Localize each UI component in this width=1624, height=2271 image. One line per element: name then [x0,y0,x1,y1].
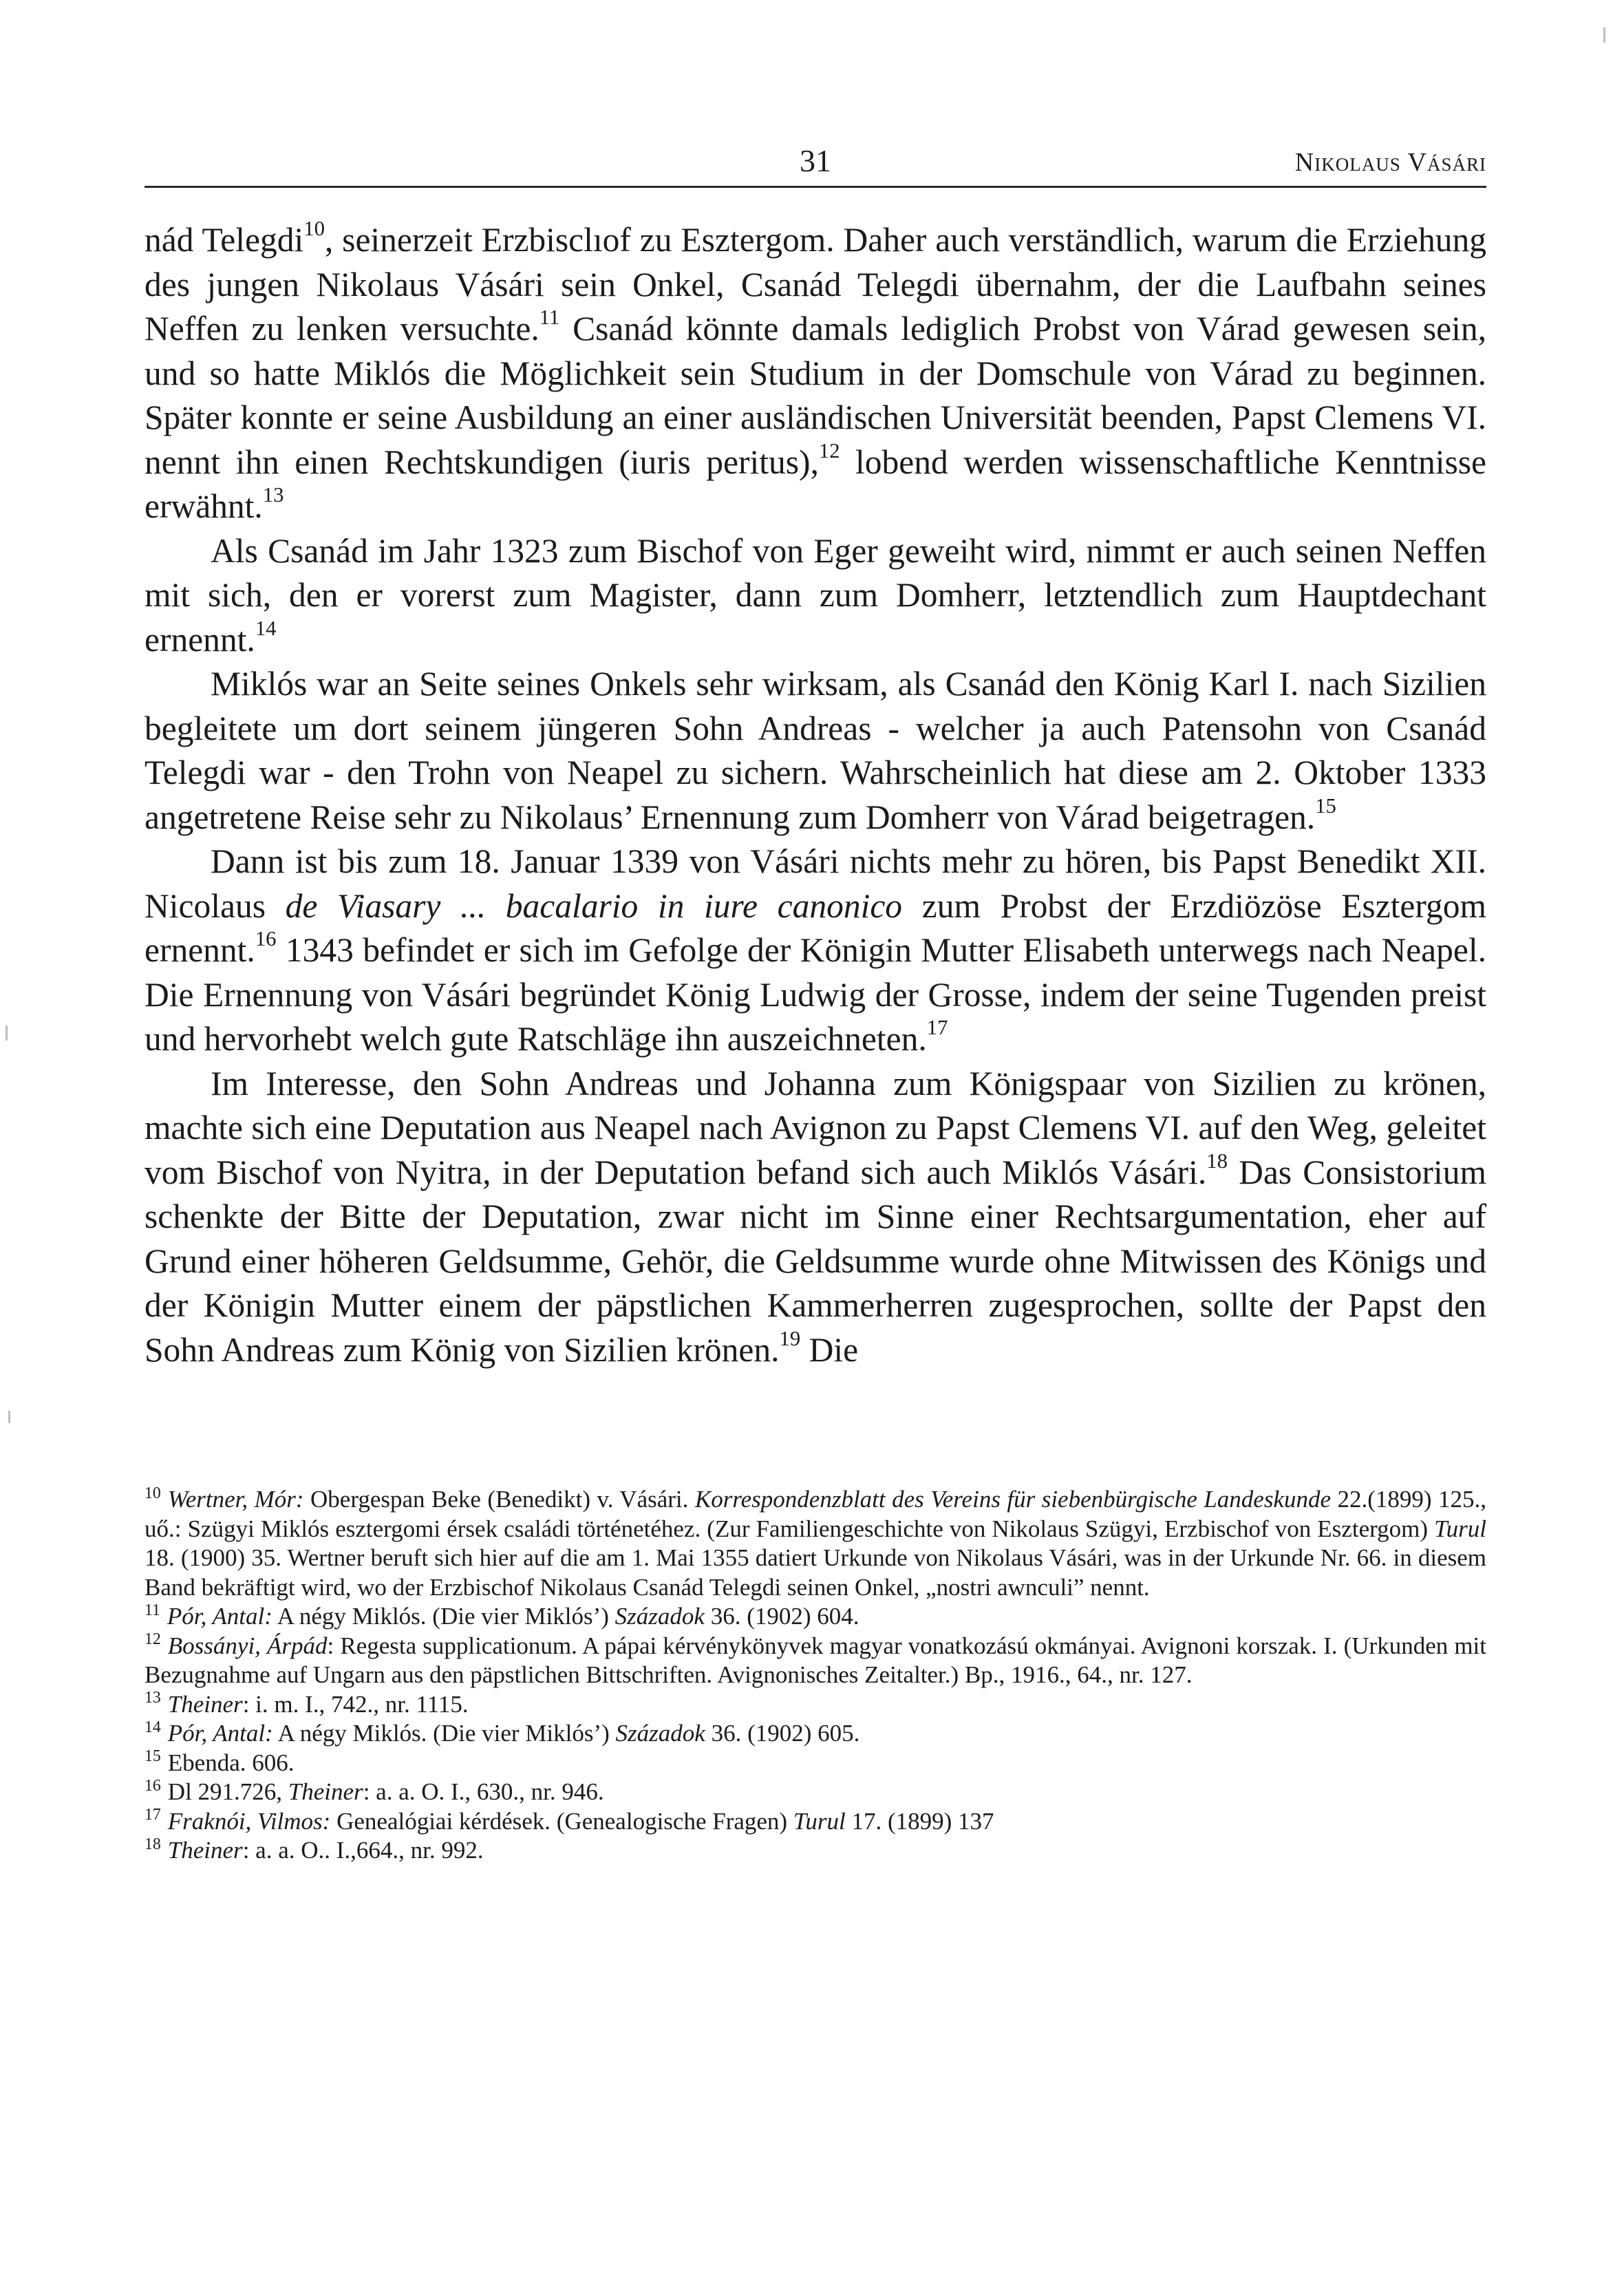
footnote-number: 18 [145,1835,161,1853]
paragraph [145,840,1486,1062]
footnote-number: 14 [145,1718,161,1736]
page-header [145,138,1486,188]
text-run: A négy Miklós. (Die vier Miklós’) [272,1603,615,1630]
paragraph [145,662,1486,840]
footnote-ref: 15 [1315,793,1336,818]
footnote-ref: 13 [262,482,284,507]
footnote-ref: 11 [539,305,560,329]
margin-mark [8,1411,10,1423]
footnote-ref: 19 [779,1326,801,1350]
footnote [145,1690,1486,1720]
footnote-number: 16 [145,1776,161,1795]
italic-text: Századok [615,1603,705,1630]
margin-mark [6,1025,8,1041]
italic-text: Turul [793,1807,846,1835]
text-run: Obergespan Beke (Benedikt) v. Vásári. [303,1486,695,1513]
text-run: : i. m. I., 742., nr. 1115. [242,1690,469,1718]
footnote-number: 17 [145,1806,161,1824]
italic-text: Pór, Antal: [167,1603,273,1630]
text-run: 36. (1902) 604. [704,1603,859,1630]
footnote [145,1807,1486,1837]
text-run: : a. a. O. I., 630., nr. 946. [363,1778,604,1805]
footnote-ref: 10 [303,216,325,240]
italic-text: Pór, Antal: [167,1720,273,1747]
text-run: 22.(1899) 125., uő.: Szügyi Miklós esztergomi érsek családi történetéhez. (Zur Familiengeschichte von Nikolaus Szügyi, Erzbischof von Esztergom) [145,1486,1486,1542]
text-run: Ebenda. 606. [167,1749,295,1776]
footnote-ref: 12 [818,438,840,462]
text-run: Genealógiai kérdések. (Genealogische Fragen) [330,1807,793,1835]
paragraph [145,1062,1486,1373]
running-head: Nikolaus Vásári [1294,148,1486,177]
text-run: 36. (1902) 605. [705,1720,860,1747]
text-run: Als Csanád im Jahr 1323 zum Bischof von Eger geweiht wird, nimmt er auch seinen Neffen mit sich, den er vorerst zum Magister, dann zum Domherr, letztendlich zum Hauptdechant ernennt. [145,531,1486,659]
footnote [145,1485,1486,1602]
text-run: 1343 befindet er sich im Gefolge der Königin Mutter Elisabeth unterwegs nach Neapel. Die Ernennung von Vásári begründet König Ludwig der Grosse, indem der seine Tugenden preist und hervorhebt welch gute Ratschläge ihn auszeichneten. [145,931,1486,1058]
footnotes [145,1485,1486,1866]
text-run: zum Probst der Erzdiözöse Esztergom ernennt. [145,886,1486,969]
footnote-ref: 14 [255,616,277,640]
footnote-number: 12 [145,1630,161,1649]
text-run: : Regesta supplicationum. A pápai kérvénykönyvek magyar vonatkozású okmányai. Avignoni korszak. I. (Urkunden mit Bezugnahme auf Ungarn aus den päpstlichen Bittschriften. Avignonisches Zeitalter.) Bp., 1916., 64., nr. 127. [145,1632,1486,1688]
text-run: nád Telegdi [145,221,304,259]
text-run: Dann ist bis zum 18. Januar 1339 von Vásári nichts mehr zu hören, bis Papst Benedikt XII. Nicolaus [145,842,1486,925]
text-run: lobend werden wissenschaftliche Kenntnisse erwähnt. [145,443,1486,525]
footnote [145,1632,1486,1690]
body-text [145,218,1486,1372]
footnote-ref: 16 [255,926,277,950]
footnote-number: 13 [145,1689,161,1707]
footnote [145,1749,1486,1778]
text-run: Die [800,1330,859,1369]
text-run: 18. (1900) 35. Wertner beruft sich hier auf die am 1. Mai 1355 datiert Urkunde von Nikolaus Vásári, was in der Urkunde Nr. 66. in diesem Band bekräftigt wird, wo der Erzbischof Nikolaus Csanád Telegdi seinen Onkel, „nostri awnculi” nennt. [145,1544,1486,1601]
italic-text: Fraknói, Vilmos: [167,1807,331,1835]
italic-text: Theiner [167,1690,243,1718]
footnote [145,1719,1486,1749]
italic-text: Theiner [167,1837,243,1864]
text-run: A négy Miklós. (Die vier Miklós’) [273,1720,616,1747]
text-run: Miklós war an Seite seines Onkels sehr wirksam, als Csanád den König Karl I. nach Sizilien begleitete um dort seinem jüngeren Sohn Andreas - welcher ja auch Patensohn von Csanád Telegdi war - den Trohn von Neapel zu sichern. Wahrscheinlich hat diese am 2. Oktober 1333 angetretene Reise sehr zu Nikolaus’ Ernennung zum Domherr von Várad beigetragen. [145,665,1486,836]
italic-text: Korrespondenzblatt des Vereins für siebenbürgische Landeskunde [694,1486,1332,1513]
text-run: , seinerzeit Erzbisclıof zu Esztergom. Daher auch verständlich, warum die Erziehung des jungen Nikolaus Vásári sein Onkel, Csanád Telegdi übernahm, der die Laufbahn seines Neffen zu lenken versuchte. [145,221,1486,348]
footnote [145,1836,1486,1866]
paragraph [145,218,1486,529]
italic-text: Bossányi, Árpád [167,1632,328,1659]
page [145,138,1486,1372]
text-run: Im Interesse, den Sohn Andreas und Johanna zum Königspaar von Sizilien zu krönen, machte sich eine Deputation aus Neapel nach Avignon zu Papst Clemens VI. auf den Weg, geleitet vom Bischof von Nyitra, in der Deputation befand sich auch Miklós Vásári. [145,1064,1486,1191]
italic-text: Wertner, Mór: [167,1486,304,1513]
text-run: : a. a. O.. I.,664., nr. 992. [242,1837,484,1864]
paragraph [145,529,1486,663]
footnote-number: 11 [145,1601,160,1619]
footnote-number: 10 [145,1484,161,1502]
italic-text: Turul [1434,1515,1486,1542]
footnote [145,1778,1486,1807]
text-run: 17. (1899) 137 [845,1807,994,1835]
margin-mark [1603,28,1605,43]
footnote-number: 15 [145,1747,161,1766]
page-number: 31 [800,143,831,178]
italic-text: de Viasary ... bacalario in iure canonico [285,886,903,925]
italic-text: Theiner [288,1778,363,1805]
footnote-ref: 17 [926,1015,948,1039]
italic-text: Századok [615,1720,705,1747]
text-run: Dl 291.726, [167,1778,288,1805]
footnote [145,1602,1486,1632]
text-run: Das Consistorium schenkte der Bitte der Deputation, zwar nicht im Sinne einer Rechtsargumentation, eher auf Grund einer höheren Geldsumme, Gehör, die Geldsumme wurde ohne Mitwissen des Königs und der Königin Mutter einem der päpstlichen Kammerherren zugesprochen, sollte der Papst den Sohn Andreas zum König von Sizilien krönen. [145,1153,1486,1369]
text-run: Csanád könnte damals lediglich Probst von Várad gewesen sein, und so hatte Miklós die Möglichkeit sein Studium in der Domschule von Várad zu beginnen. Später konnte er seine Ausbildung an einer ausländischen Universität beenden, Papst Clemens VI. nennt ihn einen Rechtskundigen (iuris peritus), [145,310,1486,481]
footnote-ref: 18 [1206,1149,1228,1173]
